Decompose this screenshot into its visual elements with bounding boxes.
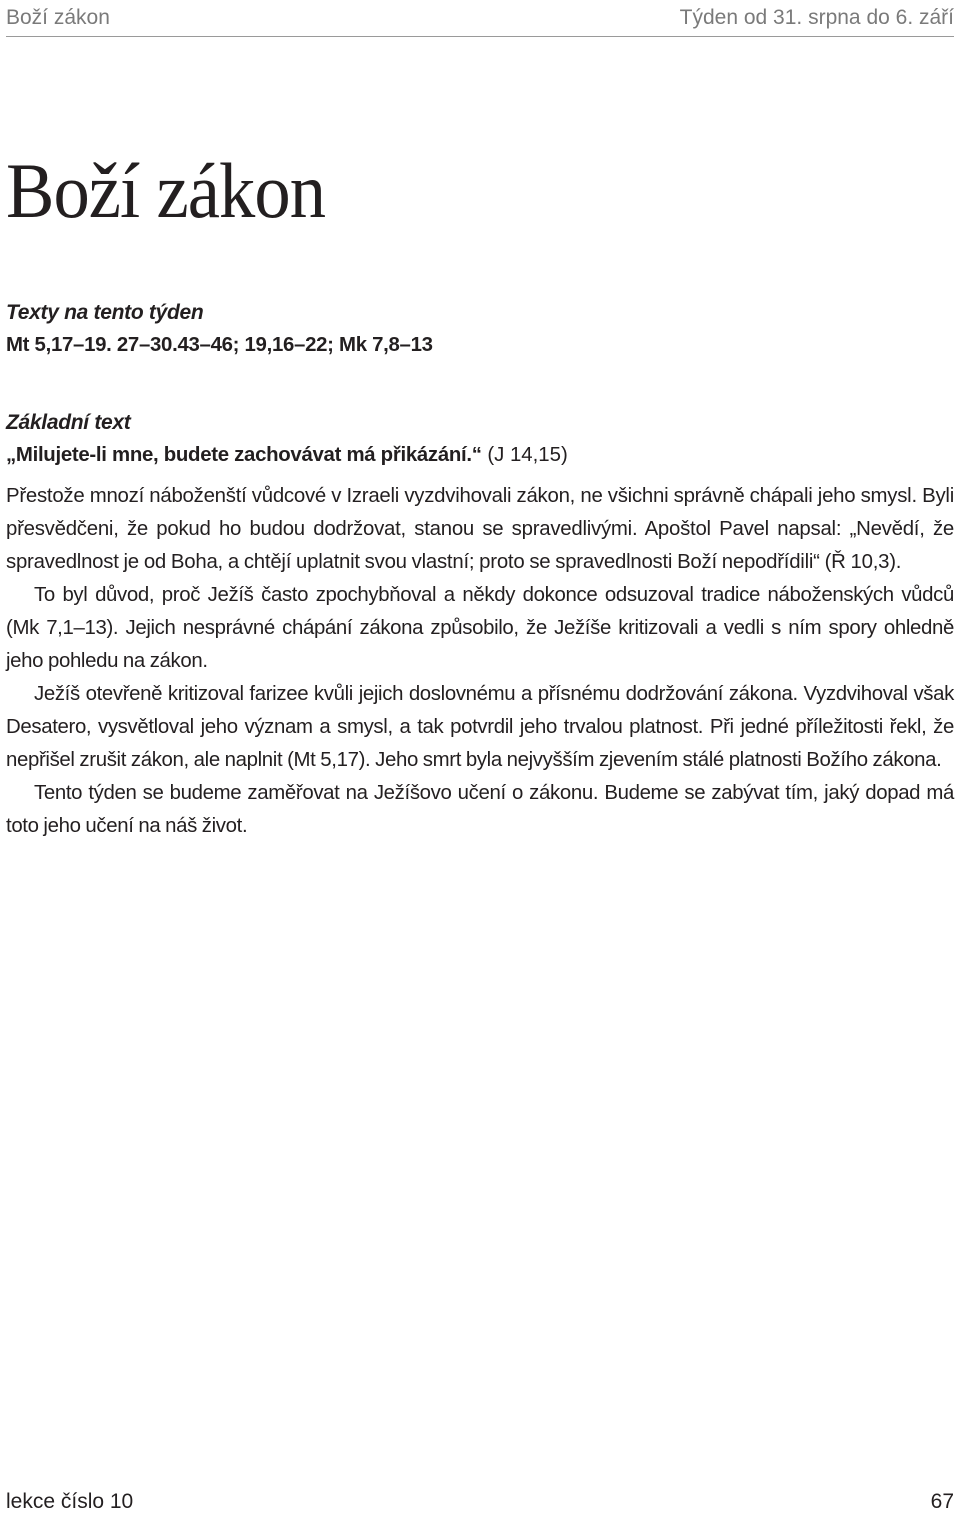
key-text-label: Základní text <box>6 411 131 434</box>
header-week-range: Týden od 31. srpna do 6. září <box>679 6 954 29</box>
key-text <box>6 439 954 472</box>
paragraph: To byl důvod, proč Ježíš často zpochybňoval a někdy dokonce odsuzoval tradice náboženských vůdců (Mk 7,1–13). Jejich nesprávné chápání zákona způsobilo, že Ježíše kritizovali a vedli s ním spory ohledně jeho pohledu na zákon. <box>6 584 954 672</box>
lesson-intro <box>6 296 954 843</box>
running-header <box>6 0 954 37</box>
page-footer <box>6 1486 954 1518</box>
paragraph: Ježíš otevřeně kritizoval farizee kvůli jejich doslovnému a přísnému dodržování zákona. Vyzdvihoval však Desatero, vysvětloval jeho význam a smysl, a tak potvrdil jeho trvalou platnost. Při jedné příležitosti řekl, že nepřišel zrušit zákon, ale naplnit (Mt 5,17). Jeho smrt byla nejvyšším zjevením stálé platnosti Božího zákona. <box>6 683 954 771</box>
paragraph: Tento týden se budeme zaměřovat na Ježíšovo učení o zákonu. Budeme se zabývat tím, jaký dopad má toto jeho učení na náš život. <box>6 782 954 837</box>
spacer <box>6 472 954 480</box>
readings-refs: Mt 5,17–19. 27–30.43–46; 19,16–22; Mk 7,8–13 <box>6 334 433 356</box>
key-text-quote: „Milujete-li mne, budete zachovávat má přikázání.“ <box>6 444 482 466</box>
header-section-title: Boží zákon <box>6 6 110 29</box>
readings-label: Texty na tento týden <box>6 301 204 324</box>
paragraph: Přestože mnozí náboženští vůdcové v Izraeli vyzdvihovali zákon, ne všichni správně chápali jeho smysl. Byli přesvědčeni, že pokud ho budou dodržovat, stanou se spravedlivými. Apoštol Pavel napsal: „Nevědí, že spravedlnost je od Boha, a chtějí uplatnit svou vlastní; proto se spravedlnosti Boží nepodřídili“ (Ř 10,3). <box>6 485 954 573</box>
page-number: 67 <box>930 1490 954 1513</box>
page-title: Boží zákon <box>6 147 326 234</box>
key-text-ref: (J 14,15) <box>487 444 568 466</box>
spacer <box>6 362 954 406</box>
footer-lesson-label: lekce číslo 10 <box>6 1490 134 1513</box>
